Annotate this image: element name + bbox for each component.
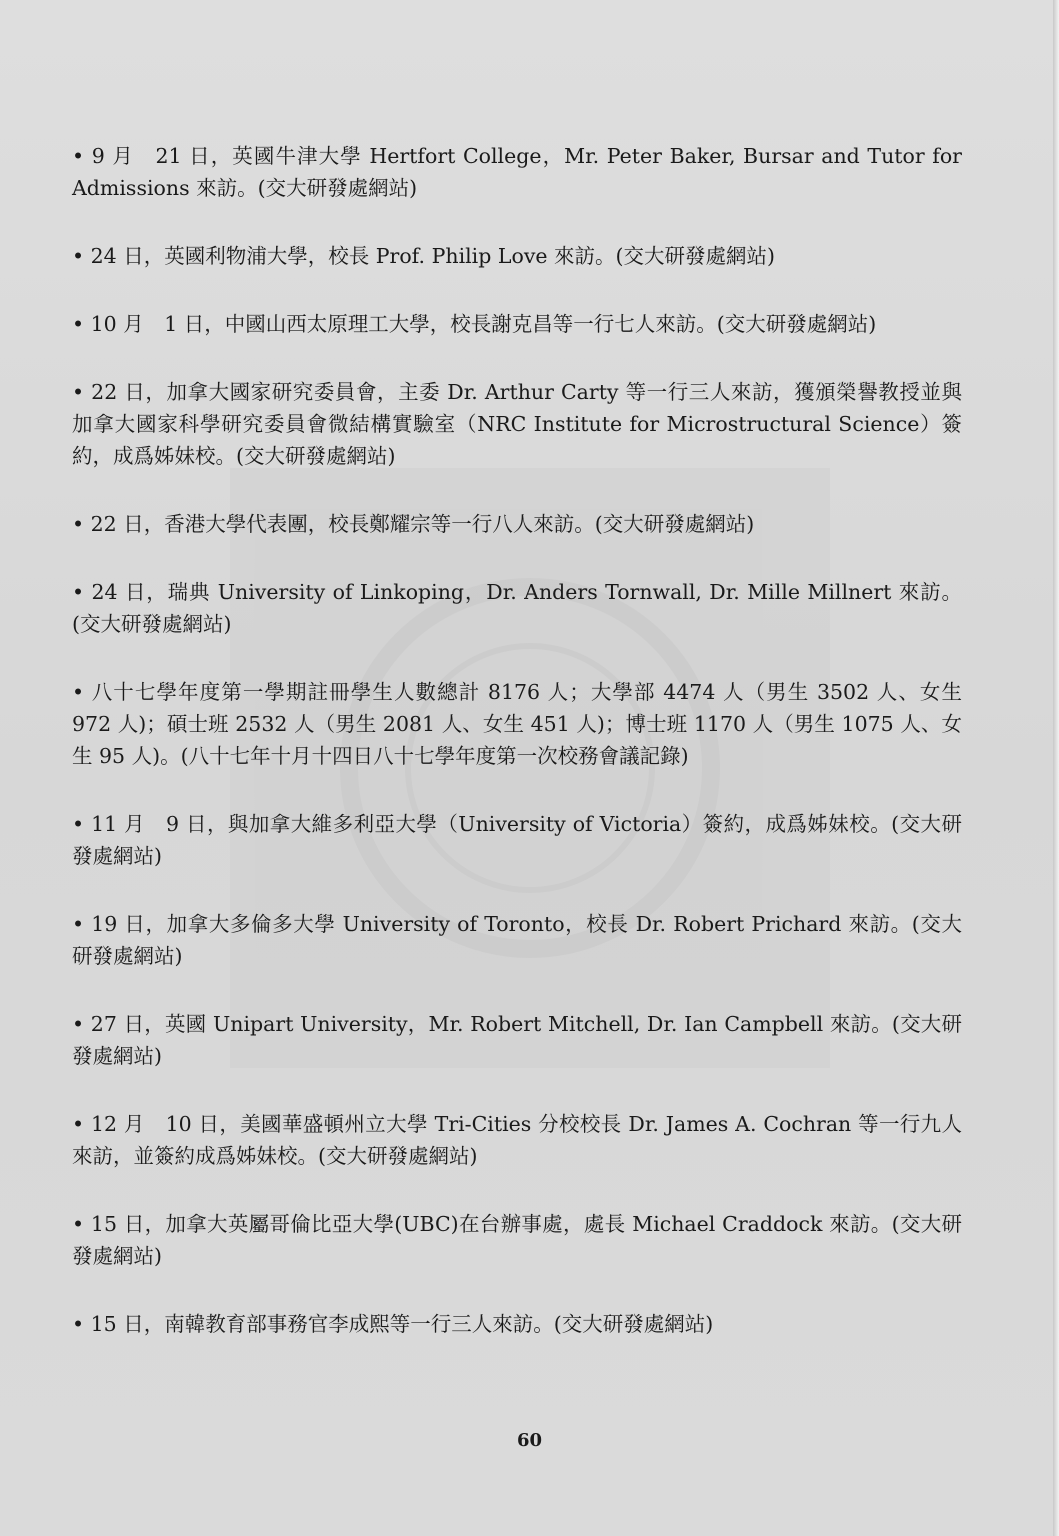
entry-text: 15 日，南韓教育部事務官李成熙等一行三人來訪。(交大研發處網站) bbox=[90, 1312, 714, 1336]
chronicle-entry bbox=[72, 308, 962, 340]
bullet-icon: • bbox=[72, 912, 85, 936]
bullet-icon: • bbox=[72, 244, 85, 268]
bullet-icon: • bbox=[72, 580, 85, 604]
page-number: 60 bbox=[516, 1430, 543, 1451]
bullet-icon: • bbox=[72, 1312, 85, 1336]
entry-text: 10 月 1 日，中國山西太原理工大學，校長謝克昌等一行七人來訪。(交大研發處網站) bbox=[90, 312, 877, 336]
chronicle-entry bbox=[72, 908, 962, 972]
entry-text: 22 日，香港大學代表團，校長鄭耀宗等一行八人來訪。(交大研發處網站) bbox=[90, 512, 755, 536]
chronicle-entry bbox=[72, 376, 962, 472]
bullet-icon: • bbox=[72, 312, 85, 336]
bullet-icon: • bbox=[72, 144, 85, 168]
entry-text: 24 日，瑞典 University of Linkoping，Dr. Anders Tornwall, Dr. Mille Millnert 來訪。(交大研發處網站) bbox=[72, 580, 962, 636]
chronicle-entry bbox=[72, 576, 962, 640]
entry-text: 15 日，加拿大英屬哥倫比亞大學(UBC)在台辦事處，處長 Michael Craddock 來訪。(交大研發處網站) bbox=[72, 1212, 962, 1268]
entry-text: 22 日，加拿大國家研究委員會，主委 Dr. Arthur Carty 等一行三人來訪，獲頒榮譽教授並與加拿大國家科學研究委員會微結構實驗室（NRC Institute for Microstructural Science）簽約，成爲姊妹校。(交大研發處網站) bbox=[72, 380, 962, 468]
chronicle-entry bbox=[72, 1308, 962, 1340]
bullet-icon: • bbox=[72, 1212, 85, 1236]
bullet-icon: • bbox=[72, 512, 85, 536]
chronicle-entry bbox=[72, 1108, 962, 1172]
entry-text: 12 月 10 日，美國華盛頓州立大學 Tri-Cities 分校校長 Dr. James A. Cochran 等一行九人來訪，並簽約成爲姊妹校。(交大研發處網站) bbox=[72, 1112, 962, 1168]
chronicle-entry bbox=[72, 508, 962, 540]
chronicle-entry bbox=[72, 1208, 962, 1272]
bullet-icon: • bbox=[72, 1112, 85, 1136]
entry-text: 11 月 9 日，與加拿大維多利亞大學（University of Victoria）簽約，成爲姊妹校。(交大研發處網站) bbox=[72, 812, 962, 868]
chronicle-entry bbox=[72, 808, 962, 872]
bullet-icon: • bbox=[72, 380, 85, 404]
bullet-icon: • bbox=[72, 680, 85, 704]
entry-text: 24 日，英國利物浦大學，校長 Prof. Philip Love 來訪。(交大研發處網站) bbox=[90, 244, 776, 268]
chronicle-list bbox=[72, 140, 962, 1376]
entry-text: 27 日，英國 Unipart University，Mr. Robert Mitchell, Dr. Ian Campbell 來訪。(交大研發處網站) bbox=[72, 1012, 962, 1068]
entry-text: 9 月 21 日，英國牛津大學 Hertfort College，Mr. Peter Baker, Bursar and Tutor for Admissions 來訪。(交大研發處網站) bbox=[72, 144, 962, 200]
bullet-icon: • bbox=[72, 812, 85, 836]
bullet-icon: • bbox=[72, 1012, 85, 1036]
chronicle-entry bbox=[72, 140, 962, 204]
entry-text: 19 日，加拿大多倫多大學 University of Toronto，校長 Dr. Robert Prichard 來訪。(交大研發處網站) bbox=[72, 912, 962, 968]
chronicle-entry bbox=[72, 676, 962, 772]
chronicle-entry bbox=[72, 1008, 962, 1072]
entry-text: 八十七學年度第一學期註冊學生人數總計 8176 人；大學部 4474 人（男生 3502 人、女生 972 人)；碩士班 2532 人（男生 2081 人、女生 451 人)；博士班 1170 人（男生 1075 人、女生 95 人)。(八十七年十月十四日八十七學年度第一次校務會議記錄) bbox=[72, 680, 962, 768]
chronicle-entry bbox=[72, 240, 962, 272]
